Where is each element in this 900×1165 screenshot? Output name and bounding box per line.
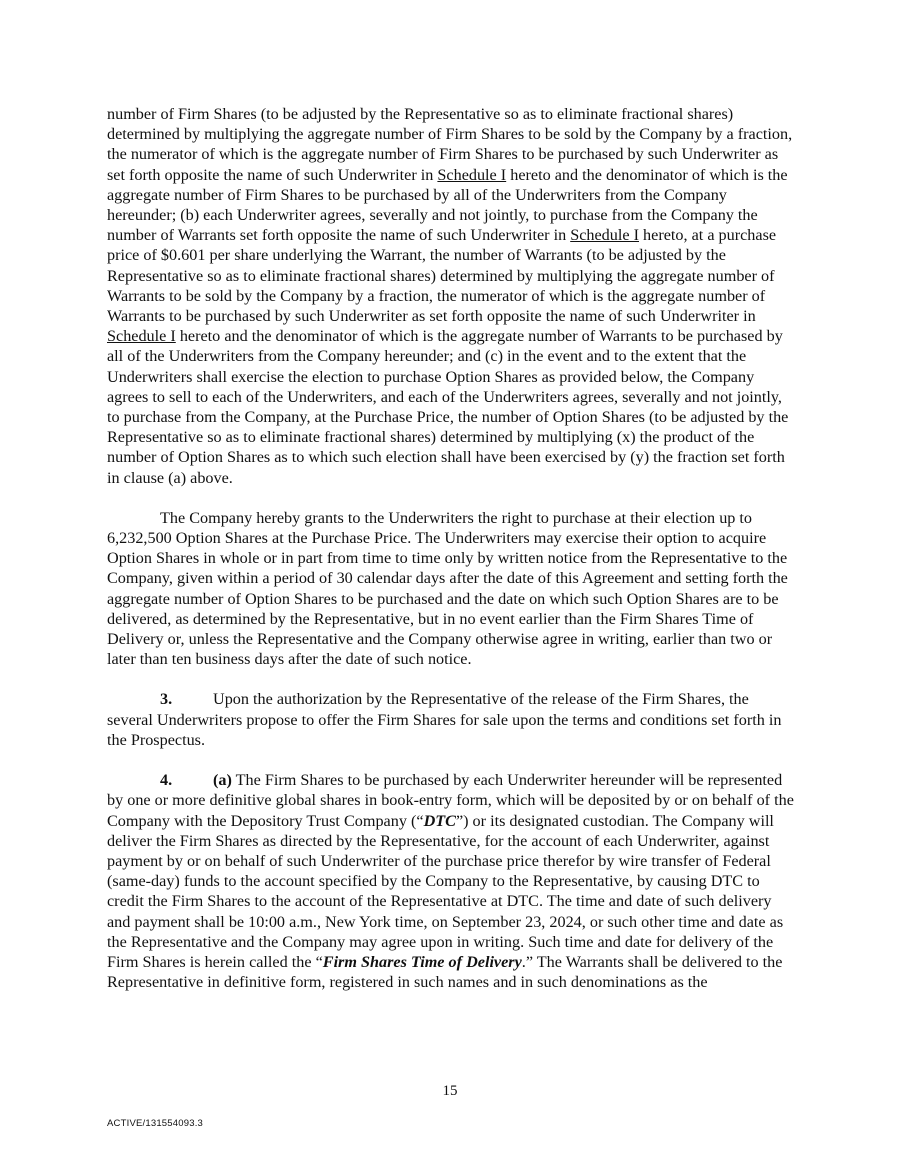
document-body (107, 104, 797, 992)
section-number: 4. (160, 771, 173, 790)
schedule-reference: Schedule I (107, 327, 176, 346)
section-number: 3. (160, 690, 173, 709)
section-4: 4. (a) The Firm Shares to be purchased by each Underwriter hereunder will be represented by one or more definitive global shares in book-entry form, which will be deposited by or on behalf of the Company with the Depository Trust Company (“DTC”) or its designated custodian. The Company will deliver the Firm Shares as directed by the Representative, for the account of each Underwriter, against payment by or on behalf of such Underwriter of the purchase price therefor by wire transfer of Federal (same-day) funds to the account specified by the Company to the Representative, by causing DTC to credit the Firm Shares to the account of the Representative at DTC. The time and date of such delivery and payment shall be 10:00 a.m., New York time, on September 23, 2024, or such other time and date as the Representative and the Company may agree upon in writing. Such time and date for delivery of the Firm Shares is herein called the “Firm Shares Time of Delivery.” The Warrants shall be delivered to the Representative in definitive form, registered in such names and in such denominations as the (107, 771, 794, 992)
defined-term-dtc: DTC (423, 811, 456, 830)
subsection-label: (a) (213, 771, 232, 790)
page-number: 15 (442, 1083, 458, 1099)
schedule-reference: Schedule I (437, 165, 507, 184)
schedule-reference: Schedule I (570, 226, 639, 245)
document-id: ACTIVE/131554093.3 (107, 1118, 204, 1129)
paragraph-purchase-terms: number of Firm Shares (to be adjusted by the Representative so as to eliminate fractional shares) determined by multiplying the aggregate number of Firm Shares to be sold by the Company by a fraction, the numerator of which is the aggregate number of Firm Shares to be purchased by such Underwriter as set forth opposite the name of such Underwriter in Schedule I hereto and the denominator of which is the aggregate number of Firm Shares to be purchased by all of the Underwriters from the Company hereunder; (b) each Underwriter agrees, severally and not jointly, to purchase from the Company the number of Warrants set forth opposite the name of such Underwriter in Schedule I hereto, at a purchase price of $0.601 per share underlying the Warrant, the number of Warrants (to be adjusted by the Representative so as to eliminate fractional shares) determined by multiplying the aggregate number of Warrants to be sold by the Company by a fraction, the numerator of which is the aggregate number of Warrants to be purchased by such Underwriter as set forth opposite the name of such Underwriter in Schedule I hereto and the denominator of which is the aggregate number of Warrants to be purchased by all of the Underwriters from the Company hereunder; and (c) in the event and to the extent that the Underwriters shall exercise the election to purchase Option Shares as provided below, the Company agrees to sell to each of the Underwriters, and each of the Underwriters agrees, severally and not jointly, to purchase from the Company, at the Purchase Price, the number of Option Shares (to be adjusted by the Representative so as to eliminate fractional shares) determined by multiplying (x) the product of the number of Option Shares as to which such election shall have been exercised by (y) the fraction set forth in clause (a) above. (107, 105, 793, 487)
section-3: 3. Upon the authorization by the Representative of the release of the Firm Shares, the several Underwriters propose to offer the Firm Shares for sale upon the terms and conditions set forth in the Prospectus. (107, 690, 782, 749)
paragraph-option-grant: The Company hereby grants to the Underwriters the right to purchase at their election up to 6,232,500 Option Shares at the Purchase Price. The Underwriters may exercise their option to acquire Option Shares in whole or in part from time to time only by written notice from the Representative to the Company, given within a period of 30 calendar days after the date of this Agreement and setting forth the aggregate number of Option Shares to be purchased and the date on which such Option Shares are to be delivered, as determined by the Representative, but in no event earlier than the Firm Shares Time of Delivery or, unless the Representative and the Company otherwise agree in writing, earlier than two or later than ten business days after the date of such notice. (107, 508, 788, 669)
defined-term-delivery-time: Firm Shares Time of Delivery (322, 952, 522, 971)
